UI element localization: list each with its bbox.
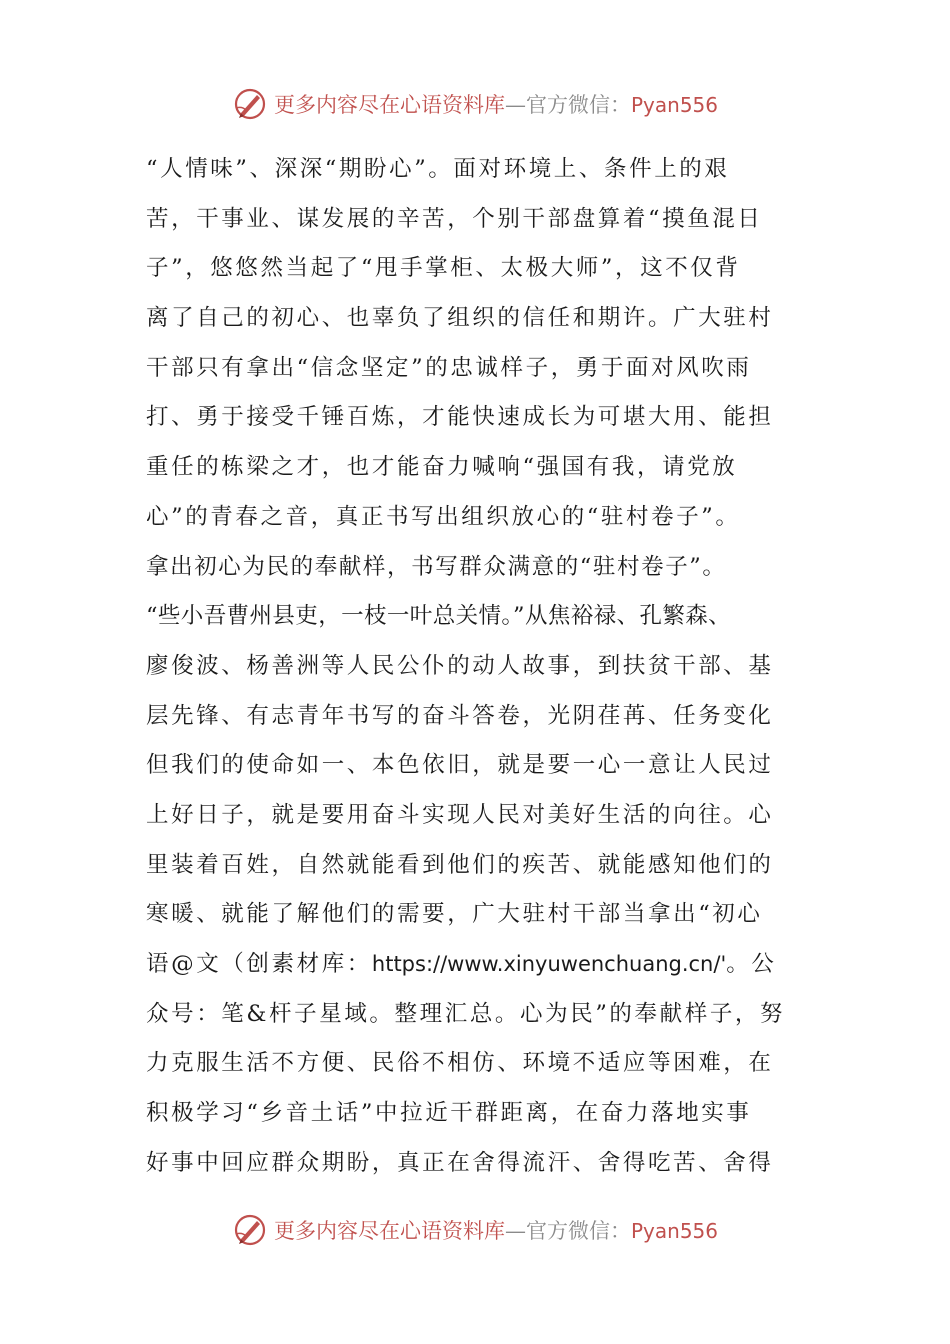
body-line: 心”的青春之音，真正书写出组织放心的“驻村卷子”。	[146, 503, 741, 530]
pen-logo-icon	[232, 86, 268, 122]
pen-logo-icon	[232, 1212, 268, 1248]
body-line: 重任的栋梁之才，也才能奋力喊响“强国有我，请党放	[146, 454, 738, 481]
header-banner	[0, 84, 950, 124]
body-line: 众号：笔&杆子星域。整理汇总。心为民”的奉献样子，努	[146, 1000, 786, 1027]
body-line: 离了自己的初心、也辜负了组织的信任和期许。广大驻村	[146, 305, 774, 332]
body-line: “些小吾曹州县吏，一枝一叶总关情。”从焦裕禄、孔繁森、	[146, 603, 732, 630]
body-line: 积极学习“乡音土话”中拉近干群距离，在奋力落地实事	[146, 1100, 752, 1127]
body-line: 苦，干事业、谋发展的辛苦，个别干部盘算着“摸鱼混日	[146, 205, 763, 232]
banner-text	[274, 1215, 718, 1245]
body-line: 打、勇于接受千锤百炼，才能快速成长为可堪大用、能担	[146, 404, 774, 431]
url-line-suffix: 。公	[726, 951, 777, 977]
body-line: 力克服生活不方便、民俗不相仿、环境不适应等困难，在	[146, 1050, 774, 1077]
body-line: 干部只有拿出“信念坚定”的忠诚样子，勇于面对风吹雨	[146, 354, 752, 381]
body-line: 上好日子，就是要用奋斗实现人民对美好生活的向往。心	[146, 801, 774, 828]
banner-dash: —	[504, 93, 526, 117]
body-line: “人情味”、深深“期盼心”。面对环境上、条件上的艰	[146, 156, 730, 182]
body-line: 层先锋、有志青年书写的奋斗答卷，光阴荏苒、任务变化	[146, 702, 774, 729]
body-line: 拿出初心为民的奉献样，书写群众满意的“驻村卷子”。	[146, 553, 727, 580]
source-url-link[interactable]: https://www.xinyuwenchuang.cn/'	[371, 952, 727, 976]
document-body	[146, 145, 826, 1188]
banner-site-text: 更多内容尽在心语资料库	[273, 93, 505, 117]
banner-wechat-label: 官方微信：	[525, 1219, 631, 1243]
url-line-prefix: 语@文（创素材库：	[146, 951, 372, 977]
body-line: 里装着百姓，自然就能看到他们的疾苦、就能感知他们的	[146, 851, 774, 878]
footer-banner	[0, 1210, 950, 1250]
banner-wechat-handle: Pyan556	[630, 93, 718, 117]
banner-wechat-handle: Pyan556	[630, 1219, 718, 1243]
body-line: 子”，悠悠然当起了“甩手掌柜、太极大师”，这不仅背	[146, 255, 741, 282]
body-line-with-url	[146, 940, 826, 990]
body-line: 但我们的使命如一、本色依旧，就是要一心一意让人民过	[146, 752, 774, 779]
banner-text	[274, 89, 718, 119]
body-line: 寒暖、就能了解他们的需要，广大驻村干部当拿出“初心	[146, 901, 763, 928]
banner-site-text: 更多内容尽在心语资料库	[273, 1219, 505, 1243]
body-line: 廖俊波、杨善洲等人民公仆的动人故事，到扶贫干部、基	[146, 652, 774, 679]
body-line: 好事中回应群众期盼，真正在舍得流汗、舍得吃苦、舍得	[146, 1149, 774, 1176]
banner-wechat-label: 官方微信：	[525, 93, 631, 117]
banner-dash: —	[504, 1219, 526, 1243]
